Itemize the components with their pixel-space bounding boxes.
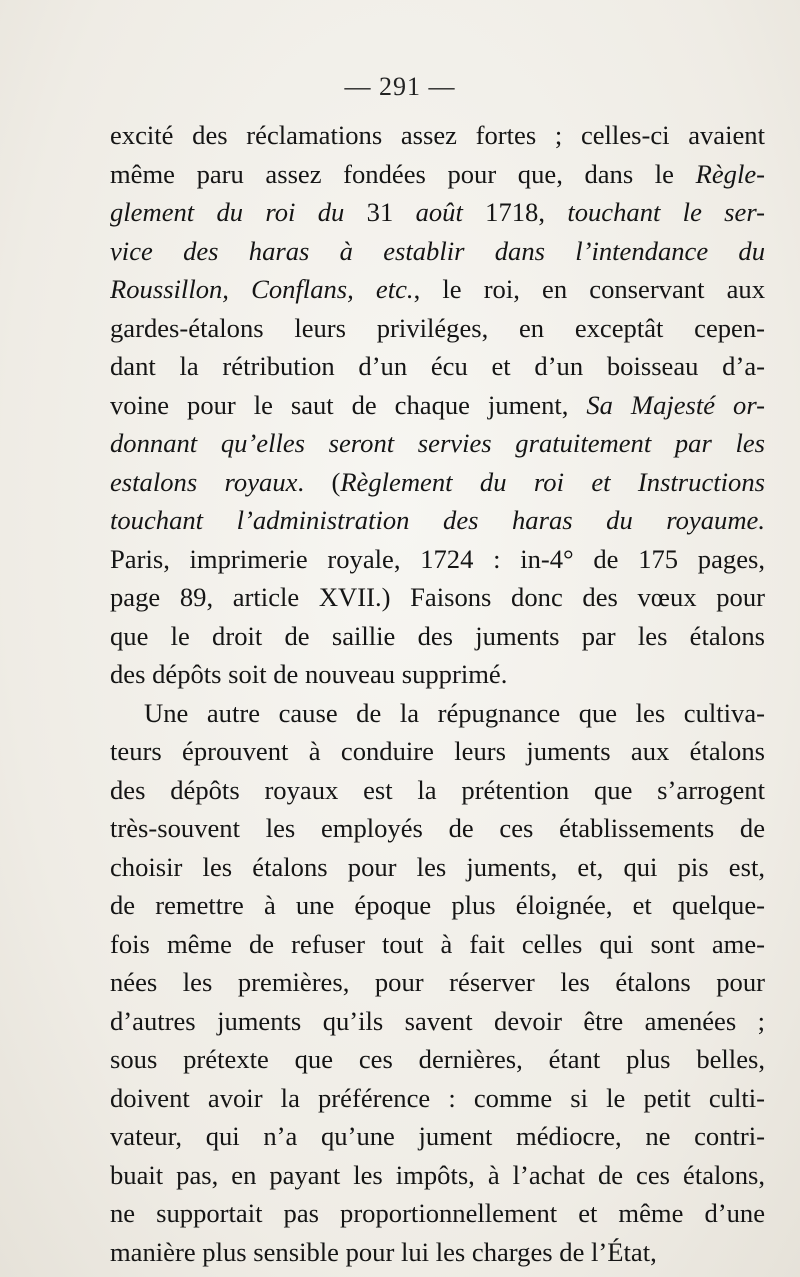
text-line — [110, 963, 765, 1002]
italic-run: touchant le ser- — [567, 197, 765, 227]
italic-run: estalons royaux — [110, 466, 298, 497]
text-line — [110, 1040, 765, 1079]
page-text — [110, 116, 765, 1271]
italic-run: Règle- — [695, 158, 765, 189]
text-line — [110, 809, 765, 848]
text-line — [110, 155, 765, 194]
italic-run: Sa Majesté or- — [586, 389, 765, 420]
italic-run: donnant qu’elles seront servies gratuitement par les — [110, 428, 765, 458]
text-run: buait pas, en payant les impôts, à l’achat de ces étalons, — [110, 1159, 765, 1190]
text-run: teurs éprouvent à conduire leurs juments aux étalons — [110, 736, 765, 766]
text-run: page 89, article XVII.) Faisons donc des vœux pour — [110, 582, 765, 612]
text-line — [110, 886, 765, 925]
text-line — [110, 732, 765, 771]
text-run: sous prétexte que ces dernières, étant plus belles, — [110, 1044, 765, 1074]
text-run: dant la rétribution d’un écu et d’un boisseau d’a- — [110, 351, 765, 381]
text-run: même paru assez fondées pour que, dans le — [110, 158, 696, 189]
italic-run: vice des haras à establir dans l’intendance du — [110, 235, 765, 266]
text-run: des dépôts royaux est la prétention que s’arrogent — [110, 774, 765, 805]
text-run: excité des réclamations assez fortes ; celles-ci avaient — [110, 120, 765, 150]
text-line — [110, 501, 765, 540]
text-run: manière plus sensible pour lui les charges de l’État, — [110, 1236, 657, 1267]
text-line — [110, 424, 765, 463]
text-line — [110, 309, 765, 348]
text-line — [110, 771, 765, 810]
text-run: très-souvent les employés de ces établissements de — [110, 813, 765, 843]
text-line — [110, 270, 765, 309]
page-number: — 291 — — [344, 72, 456, 101]
text-run: fois même de refuser tout à fait celles qui sont ame- — [110, 928, 765, 959]
text-run: 31 — [366, 197, 416, 227]
text-run: ne supportait pas proportionnellement et même d’une — [110, 1198, 765, 1228]
text-line — [110, 694, 765, 733]
text-line — [110, 463, 765, 502]
text-line — [110, 540, 765, 579]
text-run: de remettre à une époque plus éloignée, et quelque- — [110, 890, 765, 920]
text-run: Une autre cause de la répugnance que les cultiva- — [144, 697, 765, 728]
italic-run: Roussillon, Conflans, etc. — [110, 274, 414, 304]
text-run: 1718, — [485, 197, 568, 227]
text-line — [110, 1117, 765, 1156]
text-run: doivent avoir la préférence : comme si le petit culti- — [110, 1082, 765, 1113]
text-line — [110, 578, 765, 617]
text-line — [110, 617, 765, 656]
text-run: voine pour le saut de chaque jument, — [110, 389, 587, 420]
text-line — [110, 347, 765, 386]
text-line — [110, 925, 765, 964]
text-run: des dépôts soit de nouveau supprimé. — [110, 659, 508, 689]
text-line — [110, 1233, 765, 1272]
text-run: , le roi, en conservant aux — [413, 274, 765, 304]
text-line — [110, 1079, 765, 1118]
text-line — [110, 655, 765, 694]
text-run: Paris, imprimerie royale, 1724 : in-4° de 175 pages, — [110, 543, 765, 574]
text-line — [110, 848, 765, 887]
italic-run: août — [415, 197, 486, 227]
text-run: que le droit de saillie des juments par les étalons — [110, 620, 765, 651]
text-run: . ( — [297, 466, 341, 497]
text-run: choisir les étalons pour les juments, et, qui pis est, — [110, 851, 765, 882]
text-run: gardes-étalons leurs priviléges, en exceptât cepen- — [110, 312, 765, 343]
text-line — [110, 386, 765, 425]
text-run: nées les premières, pour réserver les étalons pour — [110, 967, 765, 997]
text-line — [110, 1002, 765, 1041]
text-line — [110, 193, 765, 232]
text-line — [110, 116, 765, 155]
italic-run: glement du roi du — [110, 197, 367, 227]
text-line — [110, 1156, 765, 1195]
text-line — [110, 1194, 765, 1233]
italic-run: touchant l’administration des haras du royaume. — [110, 505, 765, 535]
text-line — [110, 232, 765, 271]
text-run: d’autres juments qu’ils savent devoir être amenées ; — [110, 1005, 765, 1036]
italic-run: Règlement du roi et Instructions — [340, 466, 765, 497]
text-run: vateur, qui n’a qu’une jument médiocre, ne contri- — [110, 1121, 765, 1151]
